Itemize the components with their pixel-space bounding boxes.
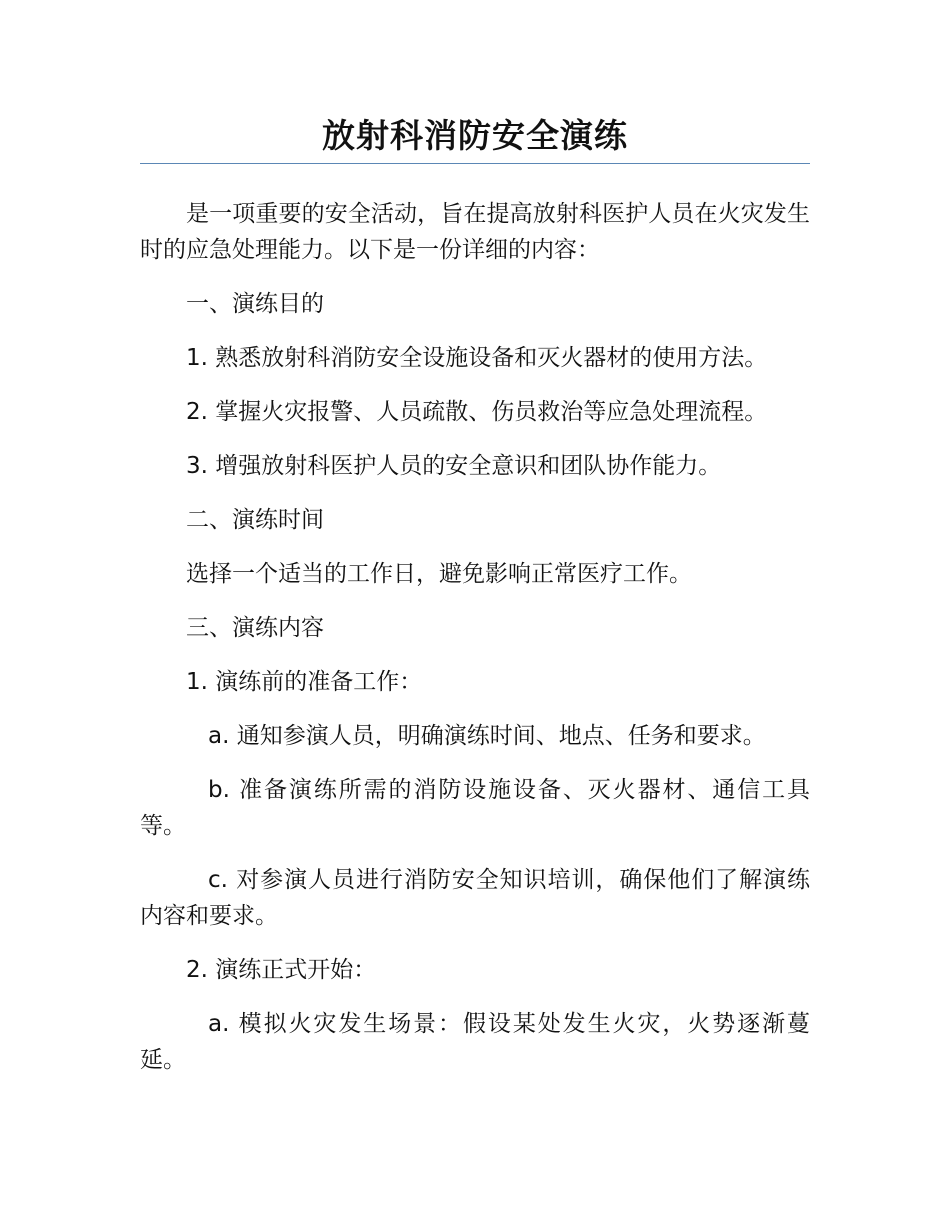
step-label-preparation: 1. 演练前的准备工作： (186, 669, 423, 695)
list-item: 2. 掌握火灾报警、人员疏散、伤员救治等应急处理流程。 (186, 399, 768, 425)
section-heading-time: 二、演练时间 (186, 507, 324, 533)
section-heading-content: 三、演练内容 (186, 615, 324, 641)
list-item: c. 对参演人员进行消防安全知识培训，确保他们了解演练内容和要求。 (140, 867, 810, 929)
list-item: b. 准备演练所需的消防设施设备、灭火器材、通信工具等。 (140, 777, 810, 839)
list-item: 1. 熟悉放射科消防安全设施设备和灭火器材的使用方法。 (186, 345, 768, 371)
time-paragraph: 选择一个适当的工作日，避免影响正常医疗工作。 (186, 561, 692, 587)
document-title: 放射科消防安全演练 (322, 116, 628, 155)
document-body (140, 196, 810, 1078)
list-item: 3. 增强放射科医护人员的安全意识和团队协作能力。 (186, 453, 722, 479)
section-heading-purpose: 一、演练目的 (186, 291, 324, 317)
step-label-start: 2. 演练正式开始： (186, 957, 377, 983)
title-underline (140, 163, 810, 164)
list-item: a. 模拟火灾发生场景：假设某处发生火灾，火势逐渐蔓延。 (140, 1011, 810, 1073)
intro-paragraph: 是一项重要的安全活动，旨在提高放射科医护人员在火灾发生时的应急处理能力。以下是一份详细的内容： (140, 201, 810, 263)
list-item: a. 通知参演人员，明确演练时间、地点、任务和要求。 (208, 723, 766, 749)
